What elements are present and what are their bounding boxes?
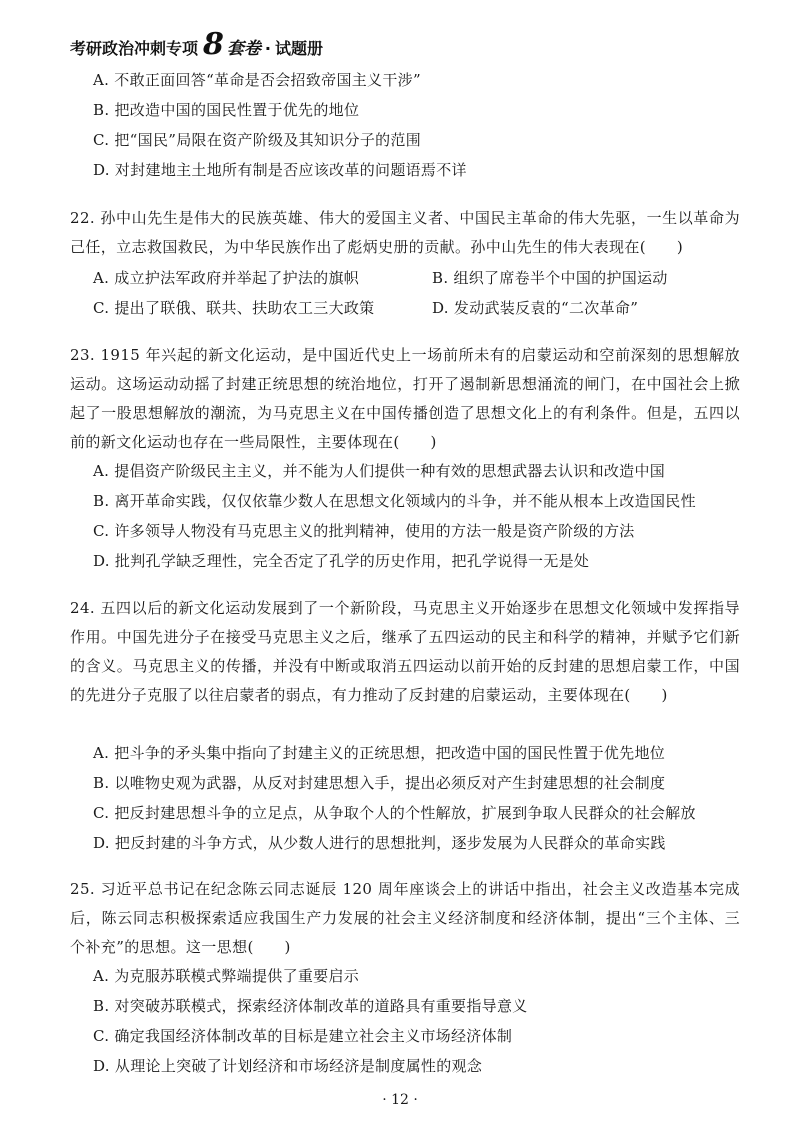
q25-option-b: B. 对突破苏联模式，探索经济体制改革的道路具有重要指导意义 xyxy=(93,997,528,1015)
header-title-right: 试题册 xyxy=(274,39,323,58)
q25-stem: 25. 习近平总书记在纪念陈云同志诞辰 120 周年座谈会上的讲话中指出，社会主义改造基本完成后，陈云同志积极探索适应我国生产力发展的社会主义经济制度和经济体制，提出“三个主体、三个补充”的思想。这一思想( ) xyxy=(70,880,740,956)
q22-option-a: A. 成立护法军政府并举起了护法的旗帜 xyxy=(93,269,360,287)
page-header xyxy=(70,27,323,62)
q21-option-c: C. 把“国民”局限在资产阶级及其知识分子的范围 xyxy=(93,131,422,149)
q23-option-c: C. 许多领导人物没有马克思主义的批判精神，使用的方法一般是资产阶级的方法 xyxy=(93,522,635,540)
q25-option-d: D. 从理论上突破了计划经济和市场经济是制度属性的观念 xyxy=(93,1057,483,1075)
q25-option-a: A. 为克服苏联模式弊端提供了重要启示 xyxy=(93,967,360,985)
q21-option-a: A. 不敢正面回答“革命是否会招致帝国主义干涉” xyxy=(93,71,421,89)
q24-option-a: A. 把斗争的矛头集中指向了封建主义的正统思想，把改造中国的国民性置于优先地位 xyxy=(93,744,666,762)
q24-stem: 24. 五四以后的新文化运动发展到了一个新阶段，马克思主义开始逐步在思想文化领域中发挥指导作用。中国先进分子在接受马克思主义之后，继承了五四运动的民主和科学的精神，并赋予它们新的含义。马克思主义的传播，并没有中断或取消五四运动以前开始的反封建的思想启蒙工作，中国的先进分子克服了以往启蒙者的弱点，有力推动了反封建的启蒙运动，主要体现在( ) xyxy=(70,599,740,704)
q23-stem: 23. 1915 年兴起的新文化运动，是中国近代史上一场前所未有的启蒙运动和空前深刻的思想解放运动。这场运动动摇了封建正统思想的统治地位，打开了遏制新思想涌流的闸门，在中国社会上掀起了一股思想解放的潮流，为马克思主义在中国传播创造了思想文化上的有利条件。但是，五四以前的新文化运动也存在一些局限性，主要体现在( ) xyxy=(70,346,740,451)
header-title-left: 考研政治冲刺专项 xyxy=(70,39,199,58)
q24-option-c: C. 把反封建思想斗争的立足点，从争取个人的个性解放，扩展到争取人民群众的社会解放 xyxy=(93,804,696,822)
header-dot: · xyxy=(264,39,271,58)
q22-option-b: B. 组织了席卷半个中国的护国运动 xyxy=(432,269,668,287)
q22-option-c: C. 提出了联俄、联共、扶助农工三大政策 xyxy=(93,299,375,317)
q24-option-d: D. 把反封建的斗争方式，从少数人进行的思想批判，逐步发展为人民群众的革命实践 xyxy=(93,834,666,852)
q24-option-b: B. 以唯物史观为武器，从反对封建思想入手，提出必须反对产生封建思想的社会制度 xyxy=(93,774,666,792)
q22-option-d: D. 发动武装反袁的“二次革命” xyxy=(432,299,639,317)
q23-option-a: A. 提倡资产阶级民主主义，并不能为人们提供一种有效的思想武器去认识和改造中国 xyxy=(93,462,666,480)
q21-option-d: D. 对封建地主土地所有制是否应该改革的问题语焉不详 xyxy=(93,161,467,179)
header-series: 套卷 xyxy=(226,39,261,59)
q21-option-b: B. 把改造中国的国民性置于优先的地位 xyxy=(93,101,360,119)
q22-stem: 22. 孙中山先生是伟大的民族英雄、伟大的爱国主义者、中国民主革命的伟大先驱，一生以革命为己任，立志救国救民，为中华民族作出了彪炳史册的贡献。孙中山先生的伟大表现在( ) xyxy=(70,209,740,256)
q23-option-d: D. 批判孔学缺乏理性，完全否定了孔学的历史作用，把孔学说得一无是处 xyxy=(93,552,590,570)
header-big-number: 8 xyxy=(203,27,224,62)
q23-option-b: B. 离开革命实践，仅仅依靠少数人在思想文化领域内的斗争，并不能从根本上改造国民性 xyxy=(93,492,696,510)
q25-option-c: C. 确定我国经济体制改革的目标是建立社会主义市场经济体制 xyxy=(93,1027,513,1045)
page-number: · 12 · xyxy=(382,1092,418,1108)
